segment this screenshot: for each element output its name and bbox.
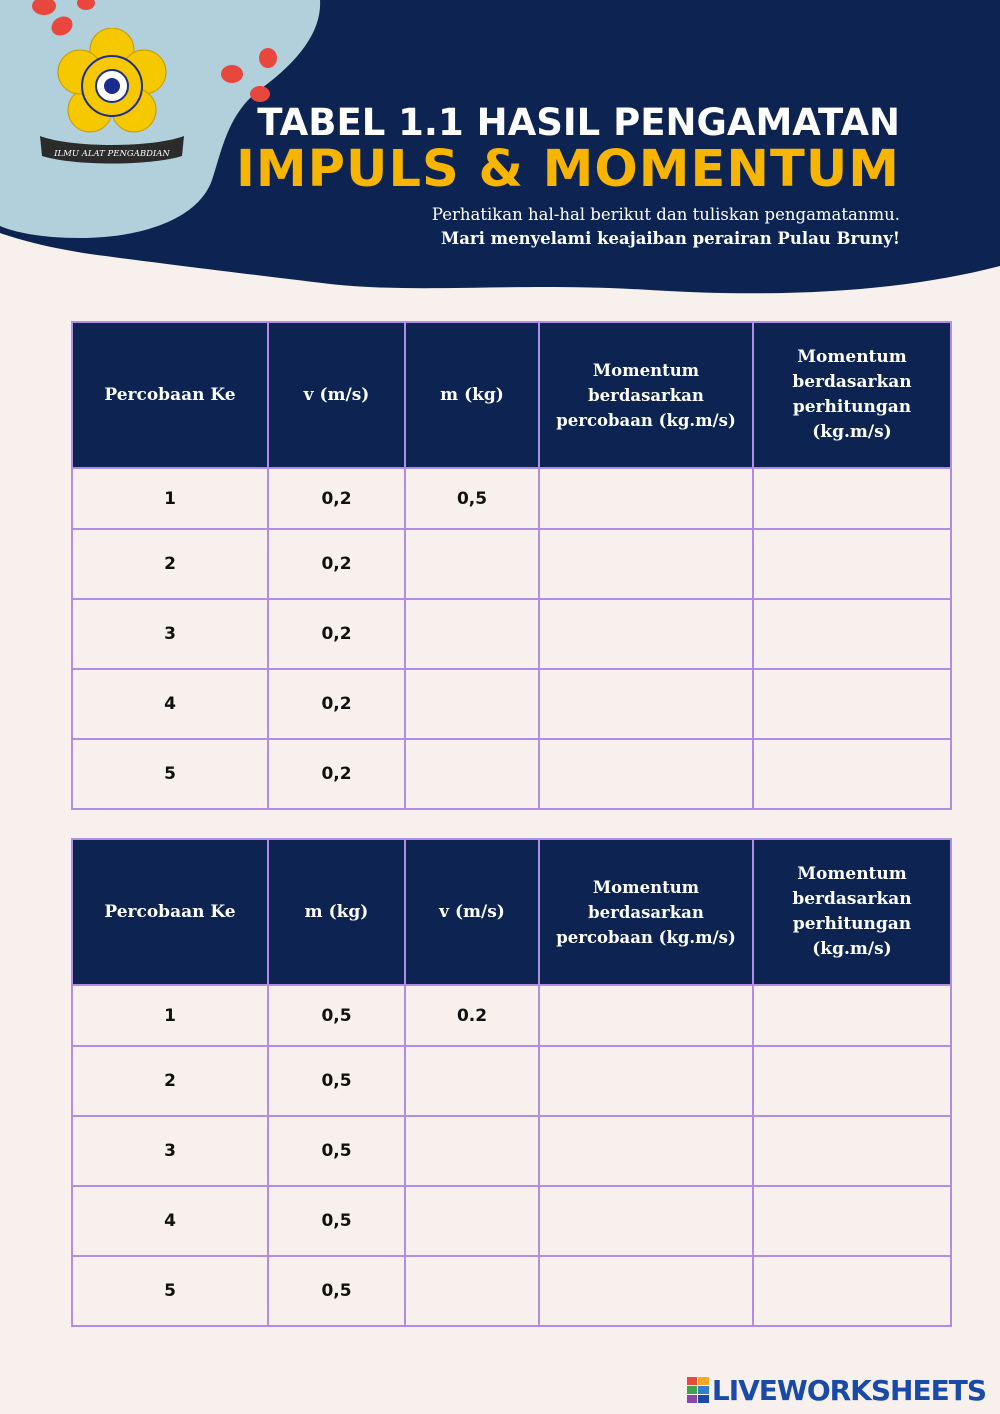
velocity-cell[interactable] bbox=[405, 1186, 539, 1256]
observation-table-2 bbox=[71, 838, 952, 1327]
column-header: Percobaan Ke bbox=[72, 839, 268, 985]
column-header: m (kg) bbox=[405, 322, 539, 468]
velocity-cell: 0,2 bbox=[268, 529, 405, 599]
table-row bbox=[72, 985, 951, 1046]
momentum-experiment-cell[interactable] bbox=[539, 599, 753, 669]
trial-number-cell: 5 bbox=[72, 739, 268, 809]
table-header-row bbox=[72, 839, 951, 985]
momentum-calculation-cell[interactable] bbox=[753, 739, 951, 809]
table-row bbox=[72, 739, 951, 809]
momentum-experiment-cell[interactable] bbox=[539, 1116, 753, 1186]
liveworksheets-brand[interactable] bbox=[687, 1373, 986, 1407]
momentum-calculation-cell[interactable] bbox=[753, 669, 951, 739]
table-row bbox=[72, 599, 951, 669]
column-header: v (m/s) bbox=[405, 839, 539, 985]
mass-cell: 0,5 bbox=[268, 1186, 405, 1256]
momentum-experiment-cell[interactable] bbox=[539, 985, 753, 1046]
velocity-cell[interactable] bbox=[405, 1256, 539, 1326]
momentum-experiment-cell[interactable] bbox=[539, 468, 753, 529]
velocity-cell[interactable] bbox=[405, 1116, 539, 1186]
trial-number-cell: 3 bbox=[72, 599, 268, 669]
momentum-calculation-cell[interactable] bbox=[753, 1256, 951, 1326]
table-row bbox=[72, 1116, 951, 1186]
momentum-calculation-cell[interactable] bbox=[753, 1046, 951, 1116]
mass-cell: 0,5 bbox=[268, 985, 405, 1046]
liveworksheets-wordmark: LIVEWORKSHEETS bbox=[711, 1373, 986, 1407]
velocity-cell[interactable] bbox=[405, 1046, 539, 1116]
velocity-cell: 0,2 bbox=[268, 739, 405, 809]
trial-number-cell: 1 bbox=[72, 985, 268, 1046]
momentum-experiment-cell[interactable] bbox=[539, 529, 753, 599]
velocity-cell: 0,2 bbox=[268, 669, 405, 739]
momentum-experiment-cell[interactable] bbox=[539, 1046, 753, 1116]
liveworksheets-icon bbox=[687, 1377, 709, 1403]
table-row bbox=[72, 529, 951, 599]
column-header: Momentum berdasarkan perhitungan (kg.m/s) bbox=[753, 322, 951, 468]
table-row bbox=[72, 1186, 951, 1256]
momentum-calculation-cell[interactable] bbox=[753, 1186, 951, 1256]
mass-cell[interactable] bbox=[405, 739, 539, 809]
column-header: Momentum berdasarkan percobaan (kg.m/s) bbox=[539, 322, 753, 468]
table-row bbox=[72, 669, 951, 739]
mass-cell[interactable] bbox=[405, 669, 539, 739]
trial-number-cell: 5 bbox=[72, 1256, 268, 1326]
mass-cell: 0,5 bbox=[268, 1116, 405, 1186]
momentum-calculation-cell[interactable] bbox=[753, 468, 951, 529]
velocity-cell: 0,2 bbox=[268, 468, 405, 529]
instruction-text: Perhatikan hal-hal berikut dan tuliskan pengamatanmu. bbox=[431, 205, 900, 224]
column-header: m (kg) bbox=[268, 839, 405, 985]
mass-cell[interactable]: 0,5 bbox=[405, 468, 539, 529]
momentum-calculation-cell[interactable] bbox=[753, 529, 951, 599]
trial-number-cell: 4 bbox=[72, 669, 268, 739]
svg-text:ILMU ALAT PENGABDIAN: ILMU ALAT PENGABDIAN bbox=[54, 149, 170, 159]
column-header: Momentum berdasarkan percobaan (kg.m/s) bbox=[539, 839, 753, 985]
momentum-experiment-cell[interactable] bbox=[539, 1186, 753, 1256]
table-row bbox=[72, 1046, 951, 1116]
velocity-cell: 0,2 bbox=[268, 599, 405, 669]
mass-cell: 0,5 bbox=[268, 1256, 405, 1326]
page-title: TABEL 1.1 HASIL PENGAMATAN bbox=[257, 101, 900, 144]
trial-number-cell: 4 bbox=[72, 1186, 268, 1256]
invitation-text: Mari menyelami keajaiban perairan Pulau Bruny! bbox=[440, 229, 900, 248]
trial-number-cell: 2 bbox=[72, 529, 268, 599]
column-header: v (m/s) bbox=[268, 322, 405, 468]
university-logo bbox=[32, 28, 192, 173]
table-row bbox=[72, 468, 951, 529]
table-header-row bbox=[72, 322, 951, 468]
trial-number-cell: 3 bbox=[72, 1116, 268, 1186]
trial-number-cell: 2 bbox=[72, 1046, 268, 1116]
momentum-calculation-cell[interactable] bbox=[753, 599, 951, 669]
velocity-cell[interactable]: 0.2 bbox=[405, 985, 539, 1046]
observation-table-1 bbox=[71, 321, 952, 810]
column-header: Percobaan Ke bbox=[72, 322, 268, 468]
table-row bbox=[72, 1256, 951, 1326]
momentum-calculation-cell[interactable] bbox=[753, 1116, 951, 1186]
trial-number-cell: 1 bbox=[72, 468, 268, 529]
mass-cell[interactable] bbox=[405, 599, 539, 669]
column-header: Momentum berdasarkan perhitungan (kg.m/s) bbox=[753, 839, 951, 985]
momentum-experiment-cell[interactable] bbox=[539, 1256, 753, 1326]
momentum-experiment-cell[interactable] bbox=[539, 669, 753, 739]
mass-cell: 0,5 bbox=[268, 1046, 405, 1116]
page-subtitle-topic: IMPULS & MOMENTUM bbox=[235, 140, 900, 199]
momentum-calculation-cell[interactable] bbox=[753, 985, 951, 1046]
mass-cell[interactable] bbox=[405, 529, 539, 599]
momentum-experiment-cell[interactable] bbox=[539, 739, 753, 809]
